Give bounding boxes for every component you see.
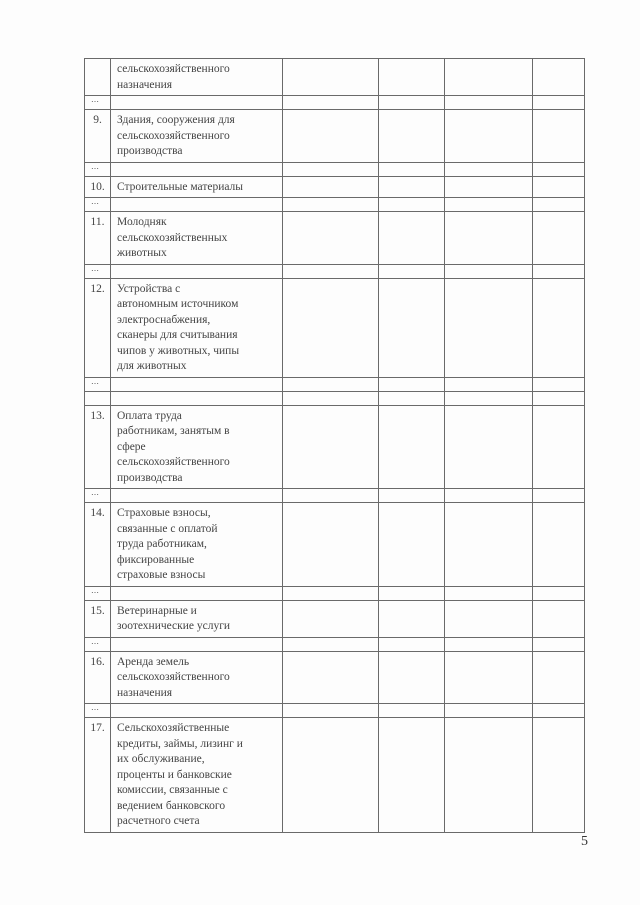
spacer-row bbox=[85, 264, 585, 278]
value-cell bbox=[533, 162, 585, 176]
table-row bbox=[85, 59, 585, 96]
value-cell bbox=[283, 651, 379, 704]
value-cell bbox=[445, 198, 533, 212]
value-cell bbox=[283, 391, 379, 405]
row-name-cell: Аренда земель сельскохозяйственного назначения bbox=[111, 651, 283, 704]
value-cell bbox=[283, 377, 379, 391]
row-number-cell bbox=[85, 391, 111, 405]
value-cell bbox=[533, 586, 585, 600]
value-cell bbox=[533, 110, 585, 163]
row-number-cell: 14. bbox=[85, 503, 111, 587]
table-row bbox=[85, 110, 585, 163]
value-cell bbox=[379, 718, 445, 833]
value-cell bbox=[379, 212, 445, 265]
value-cell bbox=[445, 176, 533, 198]
value-cell bbox=[283, 96, 379, 110]
value-cell bbox=[283, 586, 379, 600]
row-number-cell: … bbox=[85, 264, 111, 278]
spacer-row bbox=[85, 162, 585, 176]
row-number-cell: … bbox=[85, 586, 111, 600]
value-cell bbox=[283, 489, 379, 503]
spacer-row bbox=[85, 704, 585, 718]
row-number-cell: 11. bbox=[85, 212, 111, 265]
value-cell bbox=[445, 264, 533, 278]
value-cell bbox=[283, 198, 379, 212]
table-row bbox=[85, 405, 585, 489]
row-number-cell: 10. bbox=[85, 176, 111, 198]
spacer-row bbox=[85, 586, 585, 600]
empty-cell bbox=[111, 264, 283, 278]
value-cell bbox=[445, 600, 533, 637]
row-name-cell: Здания, сооружения для сельскохозяйственного производства bbox=[111, 110, 283, 163]
row-number-cell: … bbox=[85, 162, 111, 176]
value-cell bbox=[533, 503, 585, 587]
value-cell bbox=[283, 110, 379, 163]
spacer-row bbox=[85, 637, 585, 651]
row-number-cell: 13. bbox=[85, 405, 111, 489]
value-cell bbox=[533, 391, 585, 405]
row-number-cell: … bbox=[85, 637, 111, 651]
value-cell bbox=[445, 586, 533, 600]
value-cell bbox=[379, 110, 445, 163]
row-name-cell: Сельскохозяйственные кредиты, займы, лизинг и их обслуживание, проценты и банковские комиссии, связанные с ведением банковского расчетного счета bbox=[111, 718, 283, 833]
value-cell bbox=[533, 637, 585, 651]
row-name-cell: сельскохозяйственного назначения bbox=[111, 59, 283, 96]
spacer-row bbox=[85, 96, 585, 110]
value-cell bbox=[445, 651, 533, 704]
value-cell bbox=[283, 704, 379, 718]
value-cell bbox=[445, 489, 533, 503]
value-cell bbox=[379, 586, 445, 600]
row-number-cell: … bbox=[85, 377, 111, 391]
spacer-row bbox=[85, 489, 585, 503]
value-cell bbox=[445, 391, 533, 405]
expense-table bbox=[84, 58, 585, 833]
value-cell bbox=[283, 264, 379, 278]
page-number: 5 bbox=[581, 834, 588, 849]
value-cell bbox=[379, 651, 445, 704]
row-name-cell: Строительные материалы bbox=[111, 176, 283, 198]
row-number-cell: 15. bbox=[85, 600, 111, 637]
row-number-cell: 9. bbox=[85, 110, 111, 163]
row-number-cell bbox=[85, 59, 111, 96]
row-name-cell: Молодняк сельскохозяйственных животных bbox=[111, 212, 283, 265]
value-cell bbox=[379, 489, 445, 503]
value-cell bbox=[533, 600, 585, 637]
expense-table-body bbox=[85, 59, 585, 833]
value-cell bbox=[533, 264, 585, 278]
row-number-cell: 12. bbox=[85, 278, 111, 377]
empty-cell bbox=[111, 198, 283, 212]
empty-cell bbox=[111, 377, 283, 391]
value-cell bbox=[379, 405, 445, 489]
value-cell bbox=[533, 489, 585, 503]
value-cell bbox=[445, 278, 533, 377]
value-cell bbox=[533, 212, 585, 265]
value-cell bbox=[283, 59, 379, 96]
value-cell bbox=[283, 176, 379, 198]
value-cell bbox=[445, 377, 533, 391]
value-cell bbox=[283, 718, 379, 833]
value-cell bbox=[533, 651, 585, 704]
value-cell bbox=[445, 59, 533, 96]
empty-cell bbox=[111, 96, 283, 110]
value-cell bbox=[445, 212, 533, 265]
spacer-row bbox=[85, 198, 585, 212]
value-cell bbox=[379, 59, 445, 96]
value-cell bbox=[283, 405, 379, 489]
row-name-cell: Оплата труда работникам, занятым в сфере сельскохозяйственного производства bbox=[111, 405, 283, 489]
row-name-cell: Страховые взносы, связанные с оплатой труда работникам, фиксированные страховые взносы bbox=[111, 503, 283, 587]
value-cell bbox=[533, 198, 585, 212]
row-number-cell: … bbox=[85, 198, 111, 212]
value-cell bbox=[379, 637, 445, 651]
table-row bbox=[85, 212, 585, 265]
spacer-row bbox=[85, 377, 585, 391]
empty-cell bbox=[111, 391, 283, 405]
value-cell bbox=[445, 110, 533, 163]
empty-cell bbox=[111, 586, 283, 600]
value-cell bbox=[283, 600, 379, 637]
value-cell bbox=[379, 377, 445, 391]
value-cell bbox=[379, 503, 445, 587]
empty-cell bbox=[111, 637, 283, 651]
value-cell bbox=[445, 405, 533, 489]
row-number-cell: 17. bbox=[85, 718, 111, 833]
value-cell bbox=[283, 278, 379, 377]
value-cell bbox=[445, 637, 533, 651]
table-row bbox=[85, 503, 585, 587]
table-row bbox=[85, 651, 585, 704]
value-cell bbox=[379, 198, 445, 212]
value-cell bbox=[445, 162, 533, 176]
value-cell bbox=[379, 391, 445, 405]
value-cell bbox=[283, 503, 379, 587]
value-cell bbox=[283, 162, 379, 176]
value-cell bbox=[445, 96, 533, 110]
value-cell bbox=[533, 704, 585, 718]
value-cell bbox=[283, 212, 379, 265]
value-cell bbox=[445, 718, 533, 833]
value-cell bbox=[379, 600, 445, 637]
value-cell bbox=[533, 405, 585, 489]
value-cell bbox=[379, 176, 445, 198]
value-cell bbox=[445, 503, 533, 587]
row-name-cell: Устройства с автономным источником электроснабжения, сканеры для считывания чипов у животных, чипы для животных bbox=[111, 278, 283, 377]
table-row bbox=[85, 176, 585, 198]
value-cell bbox=[533, 96, 585, 110]
row-number-cell: … bbox=[85, 489, 111, 503]
row-name-cell: Ветеринарные и зоотехнические услуги bbox=[111, 600, 283, 637]
value-cell bbox=[533, 377, 585, 391]
table-row bbox=[85, 718, 585, 833]
value-cell bbox=[379, 264, 445, 278]
row-number-cell: … bbox=[85, 704, 111, 718]
value-cell bbox=[379, 278, 445, 377]
empty-cell bbox=[111, 704, 283, 718]
value-cell bbox=[379, 162, 445, 176]
spacer-row bbox=[85, 391, 585, 405]
table-row bbox=[85, 600, 585, 637]
empty-cell bbox=[111, 489, 283, 503]
value-cell bbox=[533, 718, 585, 833]
table-row bbox=[85, 278, 585, 377]
row-number-cell: … bbox=[85, 96, 111, 110]
row-number-cell: 16. bbox=[85, 651, 111, 704]
value-cell bbox=[283, 637, 379, 651]
value-cell bbox=[379, 704, 445, 718]
value-cell bbox=[533, 278, 585, 377]
empty-cell bbox=[111, 162, 283, 176]
value-cell bbox=[533, 59, 585, 96]
value-cell bbox=[445, 704, 533, 718]
value-cell bbox=[533, 176, 585, 198]
value-cell bbox=[379, 96, 445, 110]
